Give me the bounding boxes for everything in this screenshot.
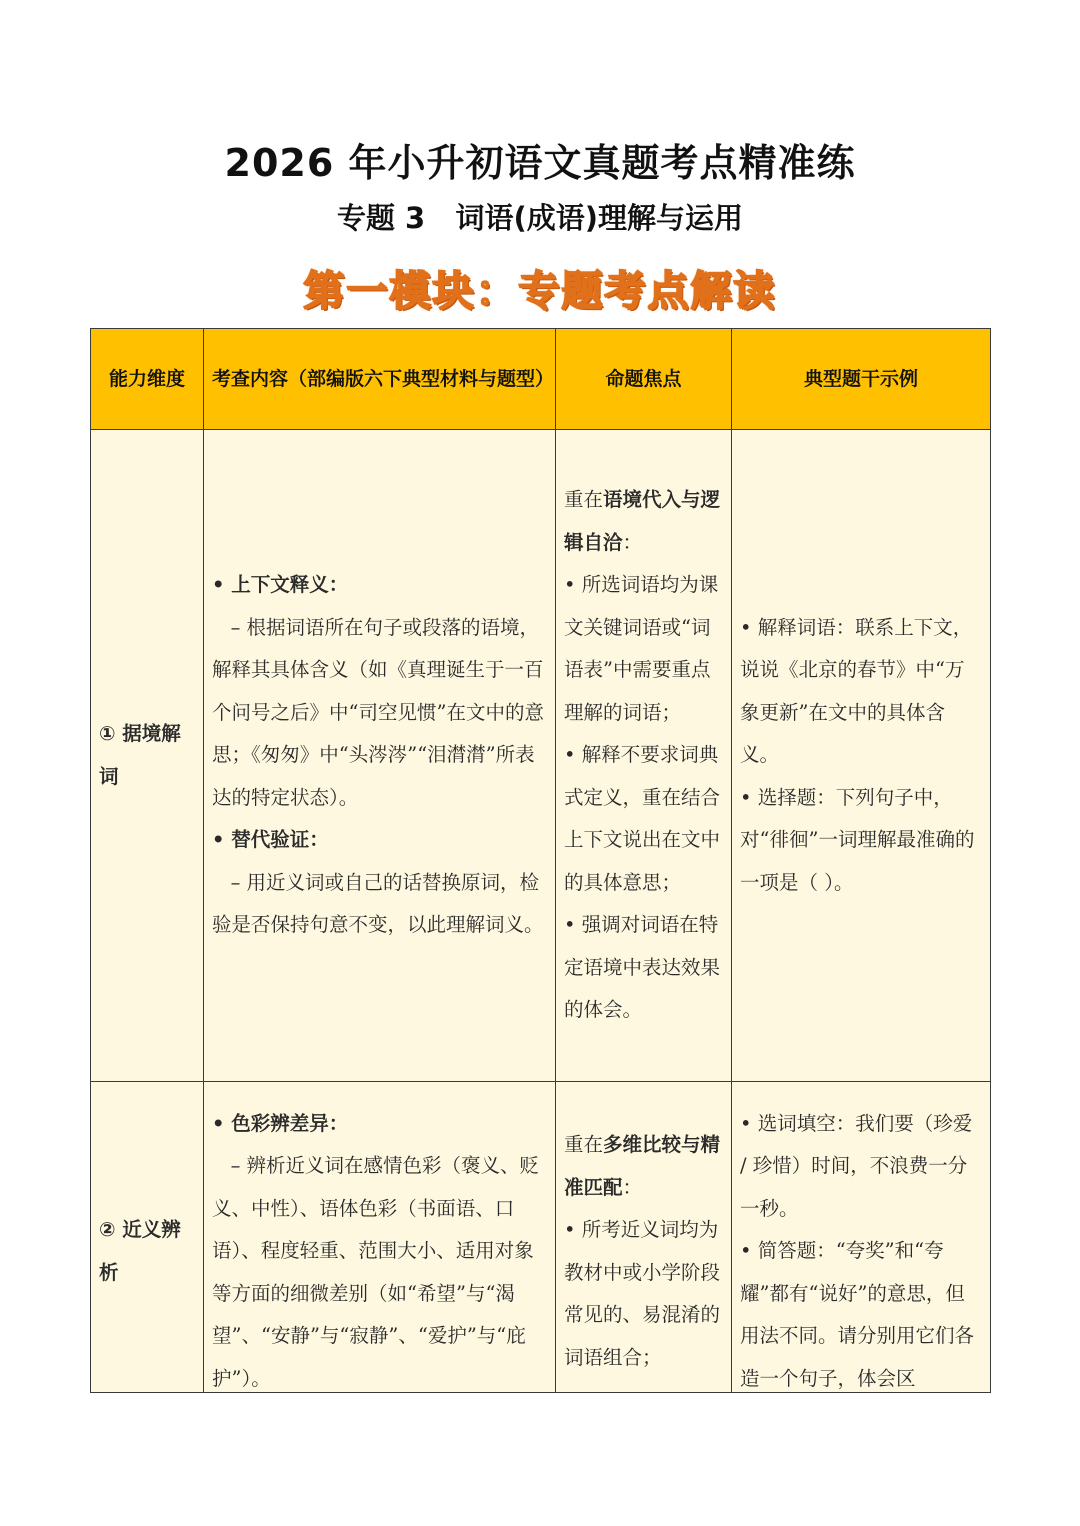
focus-point: • 强调对词语在特定语境中表达效果的体会。 [564,913,721,1022]
table-row [91,430,991,1082]
table-header-row [91,329,991,430]
focus-lead-emphasis: 语境代入与逻辑自洽 [564,488,721,554]
focus-lead-prefix: 重在 [564,488,604,512]
focus-point: • 解释不要求词典式定义，重在结合上下文说出在文中的具体意思； [564,743,721,894]
focus-cell [556,1082,732,1422]
header-focus: 命题焦点 [556,329,732,430]
content-bullet-title: • 色彩辨差异： [212,1111,349,1135]
content-bullet-text: – 辨析近义词在感情色彩（褒义、贬义、中性）、语体色彩（书面语、口语）、程度轻重、范围大小、适用对象等方面的细微差别（如“希望”与“渴望”、“安静”与“寂静”、“爱护”与“庇护”）。 [212,1154,540,1390]
dimension-cell: ② 近义辨析 [91,1082,204,1422]
focus-point: • 所选词语均为课文关键词语或“词语表”中需要重点理解的词语； [564,573,719,724]
example-cell [732,430,991,1082]
content-cell [204,430,556,1082]
dimension-cell: ① 据境解词 [91,430,204,1082]
exam-points-table [90,328,991,1422]
document-subtitle: 专题 3 词语(成语)理解与运用 [336,201,744,235]
example-item: • 选择题：下列句子中，对“徘徊”一词理解最准确的一项是（ ）。 [740,785,975,894]
table-row [91,1082,991,1422]
example-cell [732,1082,991,1422]
focus-point: • 所考近义词均为教材中或小学阶段常见的、易混淆的词语组合； [564,1218,721,1369]
document-title: 2026 年小升初语文真题考点精准练 [224,141,856,185]
example-item: • 选词填空：我们要（珍爱 / 珍惜）时间，不浪费一分一秒。 [740,1111,973,1220]
header-example: 典型题干示例 [732,329,991,430]
header-ability-dimension: 能力维度 [91,329,204,430]
focus-lead [564,479,723,564]
example-item: • 解释词语：联系上下文，说说《北京的春节》中“万象更新”在文中的具体含义。 [740,615,973,767]
content-bullet-title: • 替代验证： [212,828,329,852]
header-exam-content: 考查内容（部编版六下典型材料与题型） [204,329,556,430]
content-bullet-title: • 上下文释义： [212,573,349,597]
content-cell [204,1082,556,1422]
focus-lead-suffix: ： [622,1175,643,1199]
focus-lead [564,1124,723,1209]
page-bottom-margin [0,1393,1080,1526]
focus-cell [556,430,732,1082]
module-title: 第一模块：专题考点解读 [303,267,777,315]
focus-lead-prefix: 重在 [564,1133,604,1156]
example-item: • 简答题：“夸奖”和“夸耀”都有“说好”的意思，但用法不同。请分别用它们各造一个句子，体会区 [740,1239,975,1390]
table-bottom-border [90,1392,990,1393]
focus-lead-suffix: ： [622,530,643,554]
focus-lead-emphasis: 多维比较与精准匹配 [564,1133,721,1199]
content-bullet-text: – 用近义词或自己的话替换原词，检验是否保持句意不变，以此理解词义。 [212,870,544,937]
content-bullet-text: – 根据词语所在句子或段落的语境，解释其具体含义（如《真理诞生于一百个问号之后》中“司空见惯”在文中的意思；《匆匆》中“头涔涔”“泪潸潸”所表达的特定状态）。 [212,615,544,809]
